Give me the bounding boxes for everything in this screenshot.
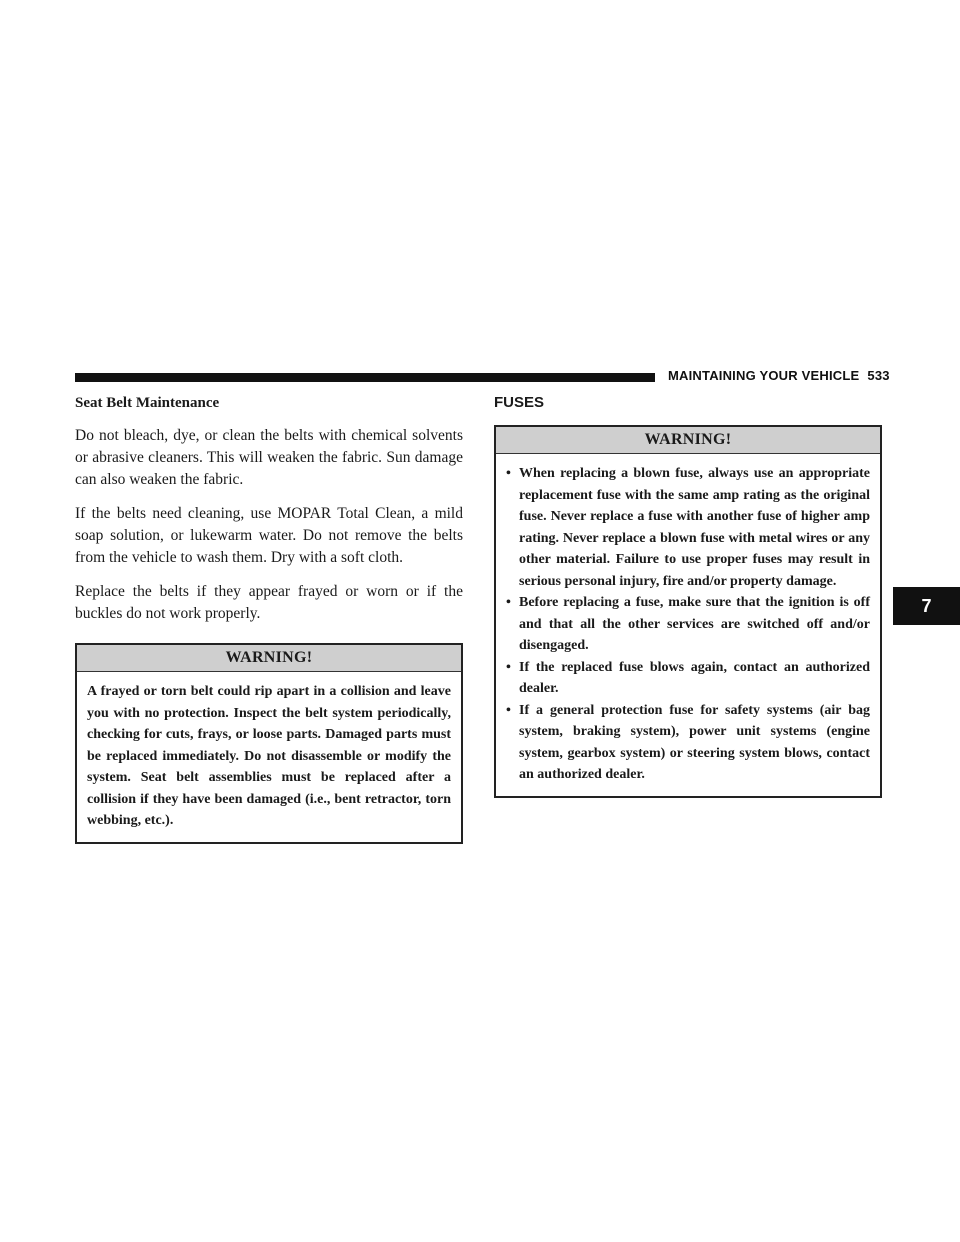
warning-title: WARNING! bbox=[77, 645, 461, 672]
bullet: • bbox=[506, 595, 511, 610]
warning-text: A frayed or torn belt could rip apart in a collision and leave you with no protection. Inspect the belt system periodically, checking for cuts, frays, or loose parts. Damaged parts must be replaced immediately. Do not disassemble or modify the system. Seat belt assemblies must be replaced after a collision if they have been damaged (i.e., bent retractor, torn webbing, etc.). bbox=[87, 684, 451, 828]
list-item-text: If the replaced fuse blows again, contact an authorized dealer. bbox=[519, 659, 870, 696]
bullet: • bbox=[506, 702, 511, 718]
chapter-title: MAINTAINING YOUR VEHICLE bbox=[668, 368, 860, 383]
warning-title: WARNING! bbox=[496, 427, 880, 454]
paragraph: If the belts need cleaning, use MOPAR Total Clean, a mild soap solution, or lukewarm water. Do not remove the belts from the vehicle to wash them. Dry with a soft cloth. bbox=[75, 505, 463, 566]
bullet: • bbox=[506, 466, 511, 481]
page-number: 533 bbox=[867, 368, 890, 383]
warning-box-seat-belt bbox=[75, 643, 463, 844]
list-item bbox=[506, 463, 870, 592]
warning-body bbox=[496, 454, 880, 796]
running-header bbox=[668, 368, 890, 383]
warning-list bbox=[506, 463, 870, 786]
left-column bbox=[75, 393, 463, 844]
subheading-seat-belt-maintenance: Seat Belt Maintenance bbox=[75, 395, 220, 411]
bullet: • bbox=[506, 659, 511, 675]
header-rule bbox=[75, 373, 655, 382]
warning-box-fuses bbox=[494, 425, 882, 798]
section-title-fuses: FUSES bbox=[494, 394, 545, 411]
right-column bbox=[494, 393, 882, 798]
list-item-text: When replacing a blown fuse, always use an appropriate replacement fuse with the same amp rating as the original fuse. Never replace a fuse with another fuse of higher amp rating. Never replace a blown fuse with metal wires or any other material. Failure to use proper fuses may result in serious personal injury, fire and/or property damage. bbox=[519, 466, 870, 589]
chapter-tab: 7 bbox=[893, 587, 960, 625]
paragraph: Do not bleach, dye, or clean the belts with chemical solvents or abrasive cleaners. This will weaken the fabric. Sun damage can also weaken the fabric. bbox=[75, 427, 463, 488]
list-item-text: If a general protection fuse for safety systems (air bag system, braking system), power unit systems (engine system, gearbox system) or steering system blows, contact an authorized dealer. bbox=[519, 702, 870, 782]
list-item bbox=[506, 657, 870, 700]
list-item bbox=[506, 592, 870, 657]
list-item-text: Before replacing a fuse, make sure that the ignition is off and that all the other services are switched off and/or disengaged. bbox=[519, 595, 870, 653]
paragraph: Replace the belts if they appear frayed or worn or if the buckles do not work properly. bbox=[75, 583, 463, 622]
list-item bbox=[506, 700, 870, 786]
